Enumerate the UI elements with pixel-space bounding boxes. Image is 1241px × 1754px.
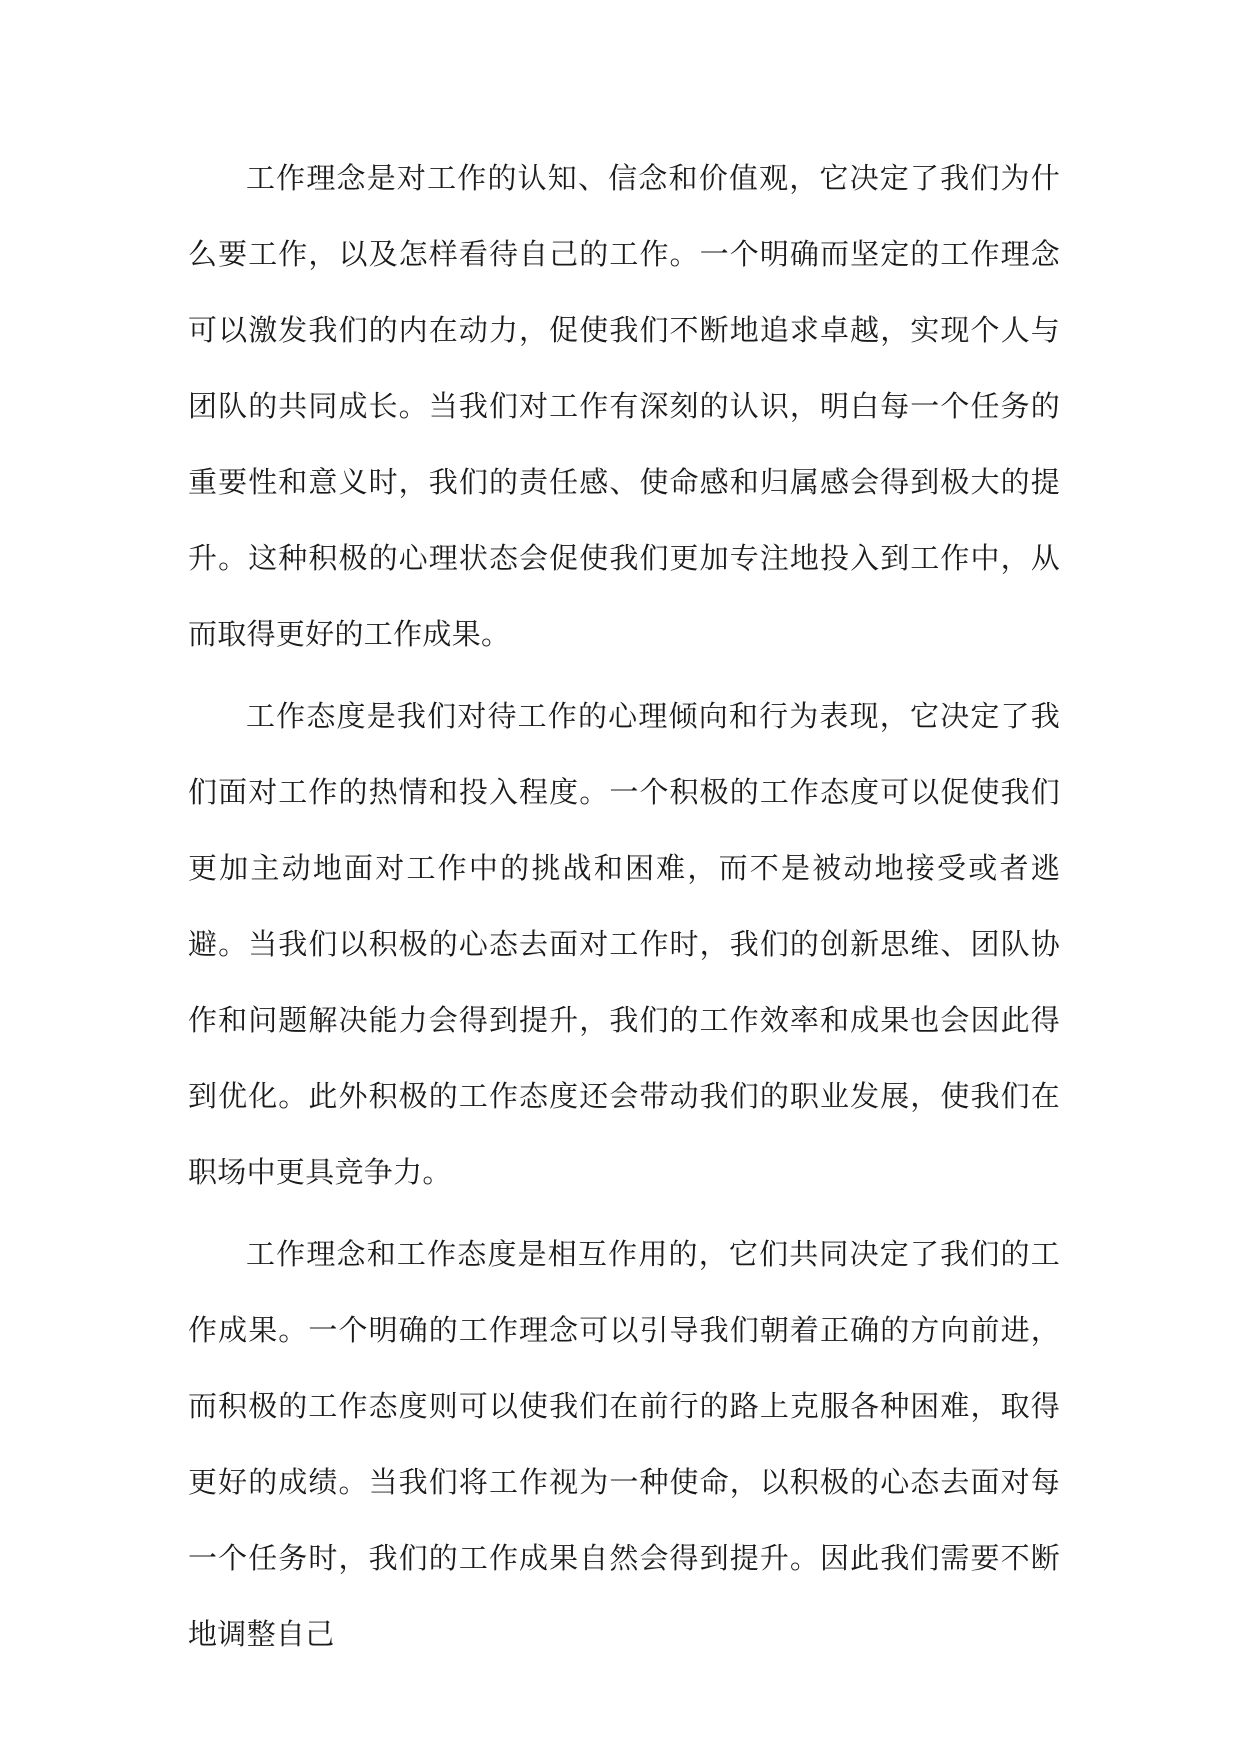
paragraph-interaction: 工作理念和工作态度是相互作用的，它们共同决定了我们的工作成果。一个明确的工作理念可以引导我们朝着正确的方向前进，而积极的工作态度则可以使我们在前行的路上克服各种困难，取得更好的成绩。当我们将工作视为一种使命，以积极的心态去面对每一个任务时，我们的工作成果自然会得到提升。因此我们需要不断地调整自己 xyxy=(188,1237,1060,1651)
document-body xyxy=(188,140,1060,1678)
paragraph-work-philosophy: 工作理念是对工作的认知、信念和价值观，它决定了我们为什么要工作，以及怎样看待自己的工作。一个明确而坚定的工作理念可以激发我们的内在动力，促使我们不断地追求卓越，实现个人与团队的共同成长。当我们对工作有深刻的认识，明白每一个任务的重要性和意义时，我们的责任感、使命感和归属感会得到极大的提升。这种积极的心理状态会促使我们更加专注地投入到工作中，从而取得更好的工作成果。 xyxy=(188,161,1060,651)
paragraph-work-attitude: 工作态度是我们对待工作的心理倾向和行为表现，它决定了我们面对工作的热情和投入程度。一个积极的工作态度可以促使我们更加主动地面对工作中的挑战和困难，而不是被动地接受或者逃避。当我们以积极的心态去面对工作时，我们的创新思维、团队协作和问题解决能力会得到提升，我们的工作效率和成果也会因此得到优化。此外积极的工作态度还会带动我们的职业发展，使我们在职场中更具竞争力。 xyxy=(188,699,1060,1189)
